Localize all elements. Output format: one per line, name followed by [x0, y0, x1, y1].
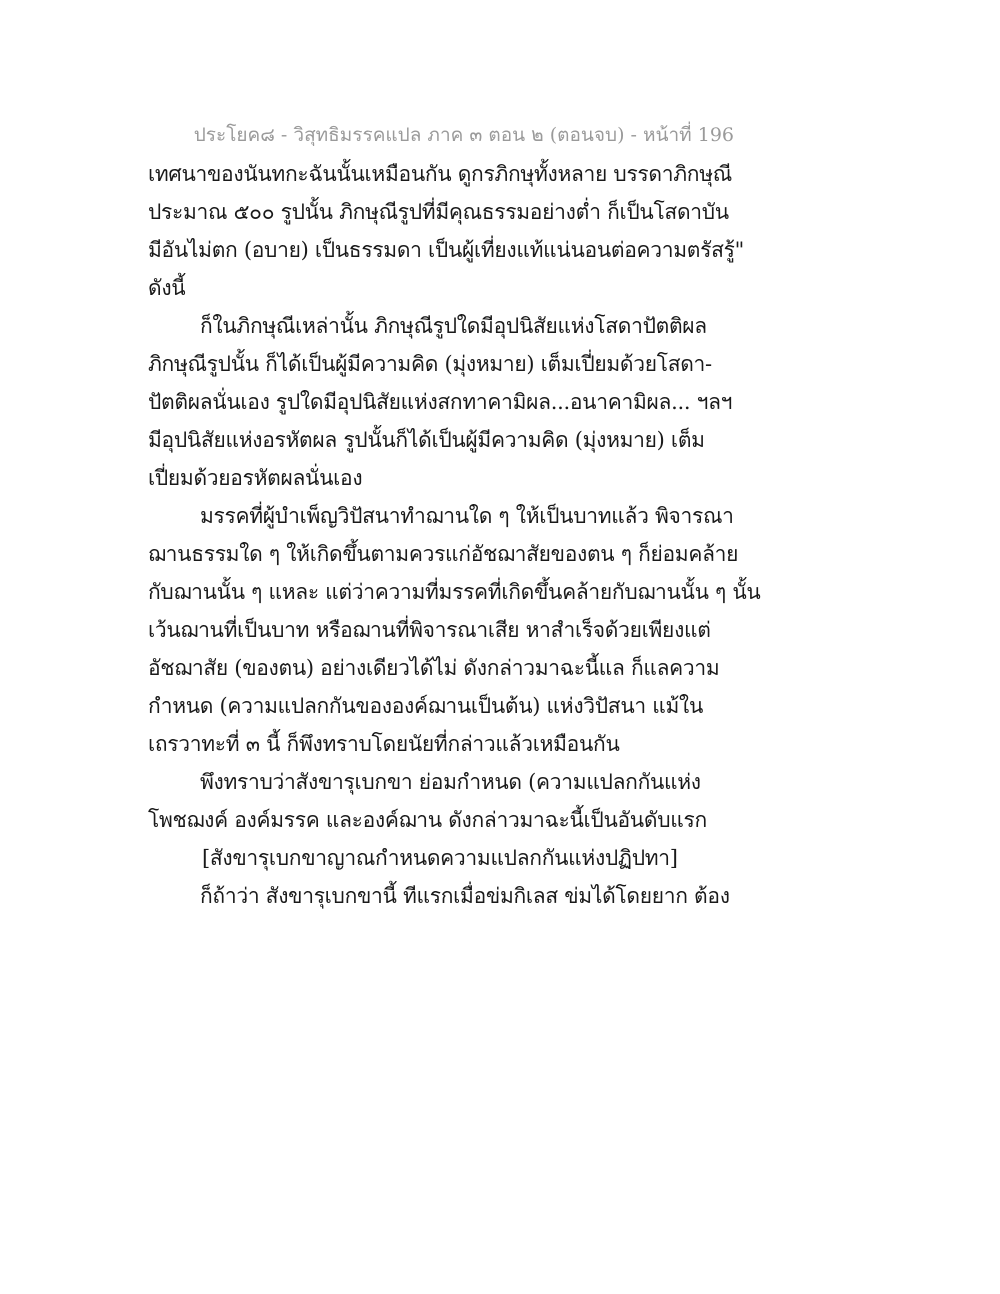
- paragraph-first-line: ก็ถ้าว่า สังขารุเบกขานี้ ทีแรกเมื่อข่มกิเลส ข่มได้โดยยาก ต้อง: [200, 884, 730, 908]
- text-line: เปี่ยมด้วยอรหัตผลนั่นเอง: [148, 466, 363, 490]
- text-line: มีอันไม่ตก (อบาย) เป็นธรรมดา เป็นผู้เที่ยงแท้แน่นอนต่อความตรัสรู้": [148, 238, 744, 262]
- section-heading: [สังขารุเบกขาญาณกำหนดความแปลกกันแห่งปฏิปทา]: [202, 846, 678, 870]
- text-line: ภิกษุณีรูปนั้น ก็ได้เป็นผู้มีความคิด (มุ่งหมาย) เต็มเปี่ยมด้วยโสดา-: [148, 352, 712, 376]
- text-line: เทศนาของนันทกะฉันนั้นเหมือนกัน ดูกรภิกษุทั้งหลาย บรรดาภิกษุณี: [148, 162, 732, 186]
- text-line: กำหนด (ความแปลกกันขององค์ฌานเป็นต้น) แห่งวิปัสนา แม้ใน: [148, 694, 704, 718]
- text-line: ปัตติผลนั่นเอง รูปใดมีอุปนิสัยแห่งสกทาคามิผล...อนาคามิผล... ฯลฯ: [148, 390, 733, 414]
- text-line: เถรวาทะที่ ๓ นี้ ก็พึงทราบโดยนัยที่กล่าวแล้วเหมือนกัน: [148, 732, 620, 756]
- text-line: อัชฌาสัย (ของตน) อย่างเดียวได้ไม่ ดังกล่าวมาฉะนี้แล ก็แลความ: [148, 656, 720, 680]
- paragraph-first-line: ก็ในภิกษุณีเหล่านั้น ภิกษุณีรูปใดมีอุปนิสัยแห่งโสดาปัตติผล: [200, 314, 707, 338]
- text-line: โพชฌงค์ องค์มรรค และองค์ฌาน ดังกล่าวมาฉะนี้เป็นอันดับแรก: [148, 808, 707, 832]
- text-line: ฌานธรรมใด ๆ ให้เกิดขึ้นตามควรแก่อัชฌาสัยของตน ๆ ก็ย่อมคล้าย: [148, 542, 739, 566]
- paragraph-first-line: มรรคที่ผู้บำเพ็ญวิปัสนาทำฌานใด ๆ ให้เป็นบาทแล้ว พิจารณา: [200, 504, 734, 528]
- text-line: มีอุปนิสัยแห่งอรหัตผล รูปนั้นก็ได้เป็นผู้มีความคิด (มุ่งหมาย) เต็ม: [148, 428, 705, 452]
- paragraph-first-line: พึงทราบว่าสังขารุเบกขา ย่อมกำหนด (ความแปลกกันแห่ง: [200, 770, 701, 794]
- running-header: ประโยค๘ - วิสุทธิมรรคแปล ภาค ๓ ตอน ๒ (ตอนจบ) - หน้าที่ 196: [193, 124, 734, 146]
- text-line: กับฌานนั้น ๆ แหละ แต่ว่าความที่มรรคที่เกิดขึ้นคล้ายกับฌานนั้น ๆ นั้น: [148, 580, 761, 604]
- text-line: ประมาณ ๕๐๐ รูปนั้น ภิกษุณีรูปที่มีคุณธรรมอย่างต่ำ ก็เป็นโสดาบัน: [148, 200, 729, 224]
- text-line: ดังนี้: [148, 276, 186, 300]
- text-line: เว้นฌานที่เป็นบาท หรือฌานที่พิจารณาเสีย หาสำเร็จด้วยเพียงแต่: [148, 618, 711, 642]
- body-text: [148, 155, 761, 915]
